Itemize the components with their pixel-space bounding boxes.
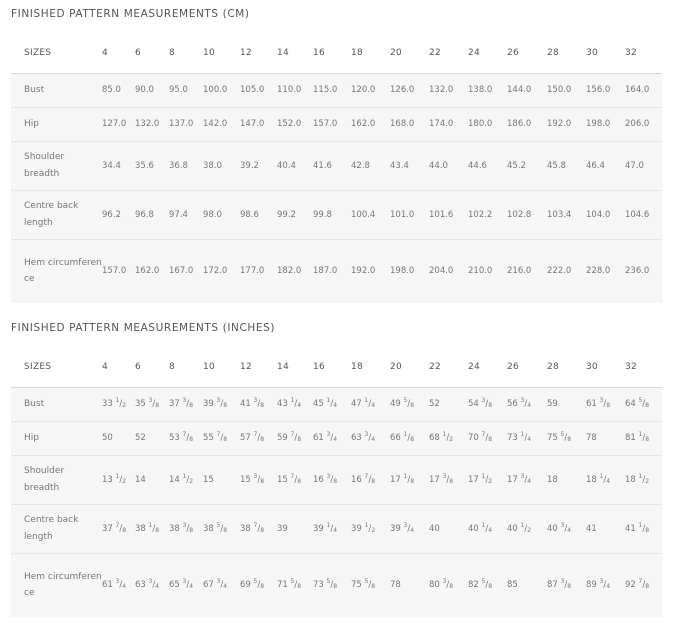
- cell: 102.2: [468, 190, 507, 239]
- cell: 104.0: [586, 190, 625, 239]
- cell: 43.4: [390, 141, 429, 190]
- cell: 97.4: [169, 190, 203, 239]
- inches-size-header: 4: [102, 347, 135, 387]
- cell: 47.0: [625, 141, 662, 190]
- cell: 96.2: [102, 190, 135, 239]
- cell: 90.0: [135, 73, 169, 107]
- cell: 156.0: [586, 73, 625, 107]
- cell: 68 $^1/_2$: [429, 421, 468, 455]
- cell: 67 $^3/_4$: [203, 553, 240, 617]
- cell: 56 $^3/_4$: [507, 387, 547, 421]
- cell: 63 $^3/_4$: [351, 421, 390, 455]
- cell: 102.8: [507, 190, 547, 239]
- cell: 53 $^7/_8$: [169, 421, 203, 455]
- cell: 39: [277, 504, 313, 553]
- cell: 172.0: [203, 239, 240, 303]
- cell: 16 $^3/_8$: [313, 455, 351, 504]
- cm-table: [11, 33, 662, 303]
- cm-size-header: 14: [277, 33, 313, 73]
- cell: 89 $^3/_4$: [586, 553, 625, 617]
- table-row: [11, 73, 662, 107]
- cell: 40 $^1/_2$: [507, 504, 547, 553]
- inches-size-header: 24: [468, 347, 507, 387]
- table-row: [11, 504, 662, 553]
- cell: 204.0: [429, 239, 468, 303]
- cell: 228.0: [586, 239, 625, 303]
- cell: 45.2: [507, 141, 547, 190]
- inches-size-header: 10: [203, 347, 240, 387]
- cell: 37 $^3/_8$: [169, 387, 203, 421]
- cm-size-header: 18: [351, 33, 390, 73]
- cm-size-header: 28: [547, 33, 586, 73]
- row-label: Hip: [11, 107, 102, 141]
- cell: 174.0: [429, 107, 468, 141]
- cell: 95.0: [169, 73, 203, 107]
- cell: 78: [586, 421, 625, 455]
- inches-size-header: 30: [586, 347, 625, 387]
- cm-sizes-label: SIZES: [11, 33, 102, 73]
- cell: 40 $^1/_4$: [468, 504, 507, 553]
- cell: 18 $^1/_2$: [625, 455, 662, 504]
- cell: 78: [390, 553, 429, 617]
- cm-size-header: 10: [203, 33, 240, 73]
- inches-size-header: 6: [135, 347, 169, 387]
- cell: 75 $^5/_8$: [351, 553, 390, 617]
- table-row: [11, 455, 662, 504]
- row-label: Bust: [11, 73, 102, 107]
- cell: 127.0: [102, 107, 135, 141]
- cell: 115.0: [313, 73, 351, 107]
- cell: 73 $^1/_4$: [507, 421, 547, 455]
- cell: 164.0: [625, 73, 662, 107]
- cell: 192.0: [351, 239, 390, 303]
- cell: 105.0: [240, 73, 277, 107]
- cell: 18: [547, 455, 586, 504]
- cell: 70 $^7/_8$: [468, 421, 507, 455]
- inches-size-header: 32: [625, 347, 662, 387]
- row-label: Shoulder breadth: [11, 455, 102, 504]
- cell: 35.6: [135, 141, 169, 190]
- cell: 39 $^3/_4$: [390, 504, 429, 553]
- inches-size-header: 28: [547, 347, 586, 387]
- cell: 13 $^1/_2$: [102, 455, 135, 504]
- table-row: [11, 421, 662, 455]
- cell: 54 $^3/_8$: [468, 387, 507, 421]
- cell: 73 $^5/_8$: [313, 553, 351, 617]
- cell: 42.8: [351, 141, 390, 190]
- row-label: Hem circumference: [11, 553, 102, 617]
- cell: 182.0: [277, 239, 313, 303]
- inches-header-row: [11, 347, 662, 387]
- table-row: [11, 107, 662, 141]
- cell: 41 $^1/_8$: [625, 504, 662, 553]
- cell: 17 $^1/_8$: [390, 455, 429, 504]
- cell: 55 $^7/_8$: [203, 421, 240, 455]
- cell: 39 $^1/_4$: [313, 504, 351, 553]
- cell: 177.0: [240, 239, 277, 303]
- cell: 14 $^1/_2$: [169, 455, 203, 504]
- cm-size-header: 26: [507, 33, 547, 73]
- cell: 57 $^7/_8$: [240, 421, 277, 455]
- inches-size-header: 26: [507, 347, 547, 387]
- cell: 236.0: [625, 239, 662, 303]
- cell: 137.0: [169, 107, 203, 141]
- cell: 80 $^3/_8$: [429, 553, 468, 617]
- cell: 210.0: [468, 239, 507, 303]
- row-label: Hip: [11, 421, 102, 455]
- cell: 39 $^1/_2$: [351, 504, 390, 553]
- inches-size-header: 14: [277, 347, 313, 387]
- cm-size-header: 24: [468, 33, 507, 73]
- row-label: Bust: [11, 387, 102, 421]
- cell: 34.4: [102, 141, 135, 190]
- cell: 69 $^5/_8$: [240, 553, 277, 617]
- cell: 66 $^1/_8$: [390, 421, 429, 455]
- cell: 33 $^1/_2$: [102, 387, 135, 421]
- cell: 45 $^1/_4$: [313, 387, 351, 421]
- cm-size-header: 30: [586, 33, 625, 73]
- inches-size-header: 22: [429, 347, 468, 387]
- cell: 198.0: [586, 107, 625, 141]
- cell: 162.0: [135, 239, 169, 303]
- cell: 38 $^7/_8$: [240, 504, 277, 553]
- cell: 157.0: [313, 107, 351, 141]
- row-label: Shoulder breadth: [11, 141, 102, 190]
- cell: 47 $^1/_4$: [351, 387, 390, 421]
- inches-size-header: 20: [390, 347, 429, 387]
- cell: 152.0: [277, 107, 313, 141]
- cell: 50: [102, 421, 135, 455]
- cell: 63 $^3/_4$: [135, 553, 169, 617]
- cell: 85.0: [102, 73, 135, 107]
- cell: 64 $^5/_8$: [625, 387, 662, 421]
- cm-size-header: 12: [240, 33, 277, 73]
- inches-size-header: 12: [240, 347, 277, 387]
- cell: 59 $^7/_8$: [277, 421, 313, 455]
- cell: 45.8: [547, 141, 586, 190]
- cell: 162.0: [351, 107, 390, 141]
- cell: 144.0: [507, 73, 547, 107]
- cell: 110.0: [277, 73, 313, 107]
- cell: 18 $^1/_4$: [586, 455, 625, 504]
- row-label: Hem circumference: [11, 239, 102, 303]
- cm-size-header: 4: [102, 33, 135, 73]
- cell: 100.0: [203, 73, 240, 107]
- cell: 98.6: [240, 190, 277, 239]
- cell: 15: [203, 455, 240, 504]
- cell: 120.0: [351, 73, 390, 107]
- cell: 168.0: [390, 107, 429, 141]
- inches-size-header: 8: [169, 347, 203, 387]
- cell: 82 $^5/_8$: [468, 553, 507, 617]
- cell: 14: [135, 455, 169, 504]
- cell: 17 $^3/_8$: [429, 455, 468, 504]
- cell: 132.0: [135, 107, 169, 141]
- cell: 39.2: [240, 141, 277, 190]
- cell: 186.0: [507, 107, 547, 141]
- table-row: [11, 141, 662, 190]
- cell: 216.0: [507, 239, 547, 303]
- cell: 17 $^3/_4$: [507, 455, 547, 504]
- row-label: Centre back length: [11, 504, 102, 553]
- cell: 75 $^5/_8$: [547, 421, 586, 455]
- cell: 104.6: [625, 190, 662, 239]
- cell: 41 $^3/_8$: [240, 387, 277, 421]
- cm-size-header: 16: [313, 33, 351, 73]
- inches-sizes-label: SIZES: [11, 347, 102, 387]
- cm-size-header: 32: [625, 33, 662, 73]
- cell: 17 $^1/_2$: [468, 455, 507, 504]
- cell: 59: [547, 387, 586, 421]
- cell: 44.6: [468, 141, 507, 190]
- cm-size-header: 8: [169, 33, 203, 73]
- cell: 61 $^3/_4$: [102, 553, 135, 617]
- cell: 40: [429, 504, 468, 553]
- inches-table: [11, 347, 662, 617]
- cell: 147.0: [240, 107, 277, 141]
- cell: 49 $^5/_8$: [390, 387, 429, 421]
- cell: 85: [507, 553, 547, 617]
- cell: 87 $^3/_8$: [547, 553, 586, 617]
- cell: 40 $^3/_4$: [547, 504, 586, 553]
- cell: 46.4: [586, 141, 625, 190]
- cell: 101.6: [429, 190, 468, 239]
- cell: 39 $^3/_8$: [203, 387, 240, 421]
- table-row: [11, 387, 662, 421]
- cm-header-row: [11, 33, 662, 73]
- cell: 192.0: [547, 107, 586, 141]
- cell: 61 $^3/_8$: [586, 387, 625, 421]
- cell: 41: [586, 504, 625, 553]
- cell: 37 $^7/_8$: [102, 504, 135, 553]
- cell: 187.0: [313, 239, 351, 303]
- cm-size-header: 6: [135, 33, 169, 73]
- cell: 99.2: [277, 190, 313, 239]
- cell: 65 $^3/_4$: [169, 553, 203, 617]
- cell: 198.0: [390, 239, 429, 303]
- cell: 101.0: [390, 190, 429, 239]
- cell: 132.0: [429, 73, 468, 107]
- cell: 40.4: [277, 141, 313, 190]
- cell: 103.4: [547, 190, 586, 239]
- cell: 52: [135, 421, 169, 455]
- cell: 43 $^1/_4$: [277, 387, 313, 421]
- cell: 71 $^5/_8$: [277, 553, 313, 617]
- cell: 180.0: [468, 107, 507, 141]
- cell: 167.0: [169, 239, 203, 303]
- cm-size-header: 22: [429, 33, 468, 73]
- inches-size-header: 16: [313, 347, 351, 387]
- cell: 61 $^3/_4$: [313, 421, 351, 455]
- cell: 142.0: [203, 107, 240, 141]
- inches-size-header: 18: [351, 347, 390, 387]
- cell: 41.6: [313, 141, 351, 190]
- cell: 15 $^7/_8$: [277, 455, 313, 504]
- cell: 38.0: [203, 141, 240, 190]
- cell: 15 $^3/_8$: [240, 455, 277, 504]
- cell: 206.0: [625, 107, 662, 141]
- cm-size-header: 20: [390, 33, 429, 73]
- cell: 96.8: [135, 190, 169, 239]
- cell: 36.8: [169, 141, 203, 190]
- cell: 100.4: [351, 190, 390, 239]
- cell: 38 $^5/_8$: [203, 504, 240, 553]
- cell: 126.0: [390, 73, 429, 107]
- inches-section-title: FINISHED PATTERN MEASUREMENTS (INCHES): [11, 322, 276, 334]
- cell: 222.0: [547, 239, 586, 303]
- cell: 52: [429, 387, 468, 421]
- cell: 16 $^7/_8$: [351, 455, 390, 504]
- table-row: [11, 239, 662, 303]
- cell: 38 $^3/_8$: [169, 504, 203, 553]
- table-row: [11, 190, 662, 239]
- cm-section-title: FINISHED PATTERN MEASUREMENTS (CM): [11, 8, 250, 20]
- cell: 35 $^3/_8$: [135, 387, 169, 421]
- row-label: Centre back length: [11, 190, 102, 239]
- cell: 44.0: [429, 141, 468, 190]
- cell: 81 $^1/_8$: [625, 421, 662, 455]
- cell: 99.8: [313, 190, 351, 239]
- cell: 38 $^1/_8$: [135, 504, 169, 553]
- cell: 157.0: [102, 239, 135, 303]
- table-row: [11, 553, 662, 617]
- cell: 138.0: [468, 73, 507, 107]
- cell: 92 $^7/_8$: [625, 553, 662, 617]
- cell: 98.0: [203, 190, 240, 239]
- cell: 150.0: [547, 73, 586, 107]
